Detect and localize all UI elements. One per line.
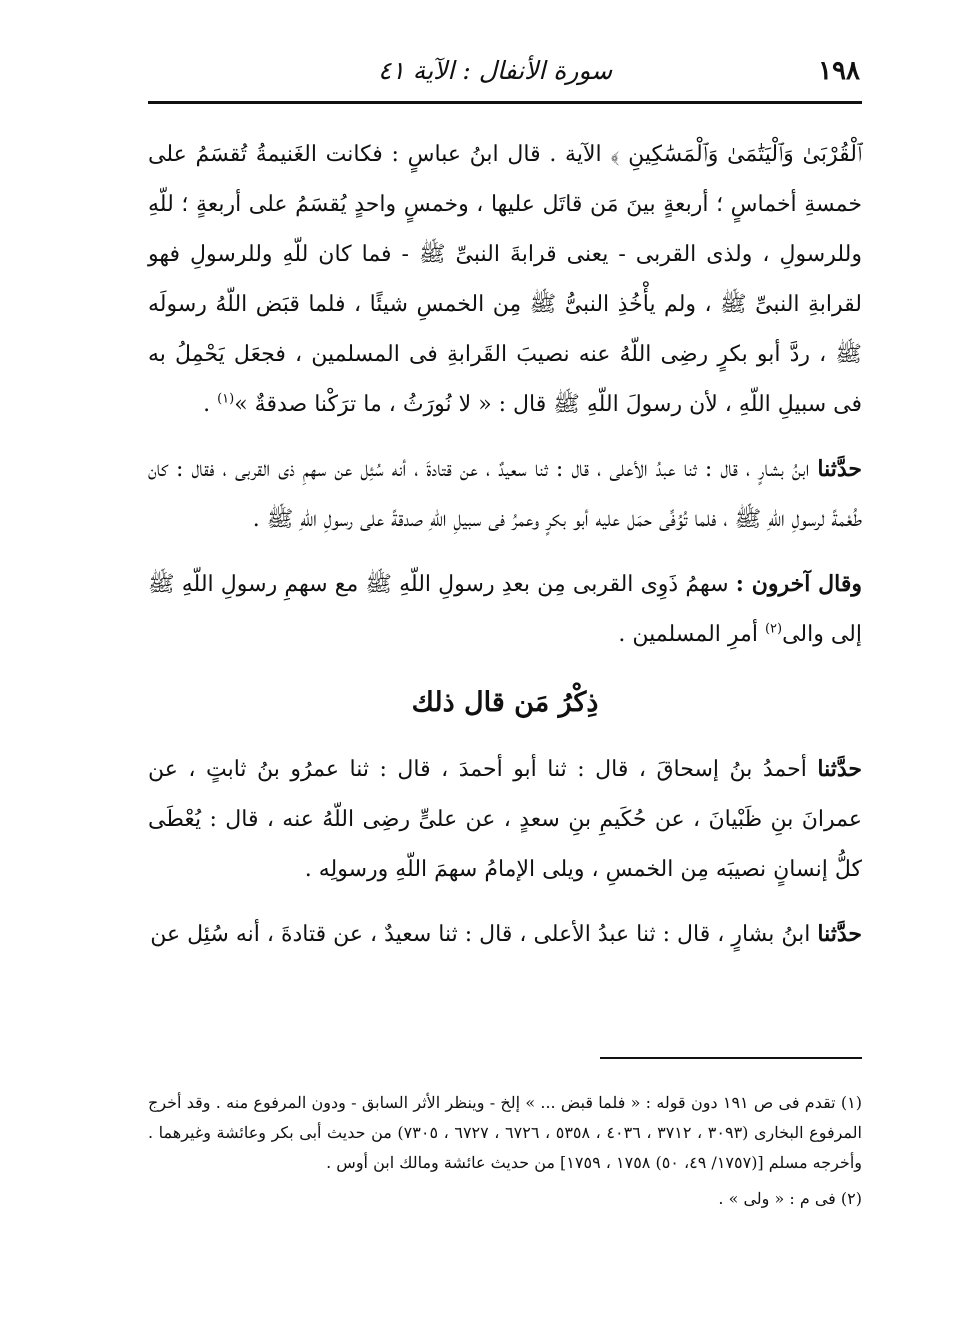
paragraph-lead: حدَّثنا bbox=[817, 756, 862, 782]
footnote-ref-1: (١) bbox=[217, 391, 235, 407]
paragraph-text: ابنُ بشارٍ ، قال : ثنا عبدُ الأعلى ، قال : ثنا سعيدٌ ، عن قتادةَ ، أنه سُئِل عن bbox=[150, 922, 818, 947]
page-header bbox=[148, 50, 860, 100]
footnote-rule bbox=[600, 1057, 862, 1059]
footnotes bbox=[148, 1088, 862, 1220]
main-text bbox=[148, 130, 862, 974]
paragraph-text: أحمدُ بنُ إسحاقَ ، قال : ثنا أبو أحمدَ ، قال : ثنا عمرُو بنُ ثابتٍ ، عن عمرانَ بنِ ظَبْيانَ ، عن حُكَيمِ بنِ سعدٍ ، عن علىٍّ رضِى اللّهُ عنه ، قال : يُعْطَى كلُّ إنسانٍ نصيبَه مِن الخمسِ ، ويلى الإمامُ سهمَ اللّهِ ورسولِه . bbox=[148, 757, 862, 882]
paragraph-text: سهمُ ذَوِى القربى مِن بعدِ رسولِ اللّهِ ﷺ مع سهمِ رسولِ اللّهِ ﷺ إلى والى bbox=[148, 572, 862, 647]
paragraph-tail: أمرِ المسلمين . bbox=[618, 622, 765, 647]
paragraph-lead: حدَّثنا bbox=[817, 456, 862, 482]
paragraph-tail: . bbox=[203, 392, 218, 417]
paragraph-text: ابنُ بشارٍ ، قال : ثنا عبدُ الأعلى ، قال : ثنا سعيدٌ ، عن قتادةَ ، أنه سُئِل عن سهمِ ذى القربى ، فقال : كان طُعْمةً لرسولِ اللّهِ ﷺ ، فلما تُوُفِّى حمَل عليه أبو بكرٍ وعمرُ فى سبيلِ اللّهِ صدقةً على رسولِ اللّهِ ﷺ . bbox=[148, 457, 862, 532]
running-title: سورة الأنفال : الآية ٤١ bbox=[378, 56, 613, 85]
paragraph-1 bbox=[148, 130, 862, 430]
paragraph-2 bbox=[148, 444, 862, 545]
paragraph-text: ﭐﻟْﻘُﺮْﺑَﻰٰ وَﭐﻟْﻴَﺘَٰﻤَﻰٰ وَﭐﻟْﻤَﺴَٰﻜِﻴﻦِ ﴾ الآية . قال ابنُ عباسٍ : فكانت الغَنيمةُ تُقسَمُ على خمسةِ أخماسٍ ؛ أربعةٍ بينَ مَن قاتَل عليها ، وخمسٍ واحدٍ يُقسَمُ على أربعةٍ ؛ للّهِ وللرسولِ ، ولذى القربى - يعنى قرابةَ النبىِّ ﷺ - فما كان للّهِ وللرسولِ فهو لقرابةِ النبىِّ ﷺ ، ولم يأْخُذِ النبىُّ ﷺ مِن الخمسِ شيئًا ، فلما قبَض اللّهُ رسولَه ﷺ ، ردَّ أبو بكرٍ رضِى اللّهُ عنه نصيبَ القَرابةِ فى المسلمين ، فجعَل يَحْمِلُ به فى سبيلِ اللّهِ ، لأن رسولَ اللّهِ ﷺ قال : « لا نُورَثُ ، ما ترَكْنا صدقةٌ » bbox=[148, 142, 862, 417]
page-number: ١٩٨ bbox=[818, 56, 860, 86]
paragraph-3 bbox=[148, 559, 862, 660]
footnote-2: (٢) فى م : « ولى » . bbox=[718, 1189, 862, 1208]
footnote-1: (١) تقدم فى ص ١٩١ دون قوله : « فلما قبض ... » إلخ - وينظر الأثر السابق - ودون المرفوع منه . وقد أخرج المرفوع البخارى (٣٠٩٣ ، ٣٧١٢ ، ٤٠٣٦ ، ٥٣٥٨ ، ٦٧٢٦ ، ٦٧٢٧ ، ٧٣٠٥) من حديث أبى بكر وعائشة وغيرهما . وأخرجه مسلم [(١٧٥٧/ ٤٩، ٥٠) ١٧٥٨ ، ١٧٥٩] من حديث عائشة ومالك ابن أوس . bbox=[148, 1093, 863, 1172]
paragraph-lead: وقال آخرون : bbox=[735, 571, 862, 597]
footnote-ref-2: (٢) bbox=[764, 621, 783, 637]
paragraph-5 bbox=[148, 909, 862, 960]
section-heading: ذِكْرُ مَن قال ذلك bbox=[411, 687, 599, 718]
header-rule bbox=[148, 101, 862, 104]
paragraph-4 bbox=[148, 744, 862, 895]
paragraph-lead: حدَّثنا bbox=[817, 921, 862, 947]
